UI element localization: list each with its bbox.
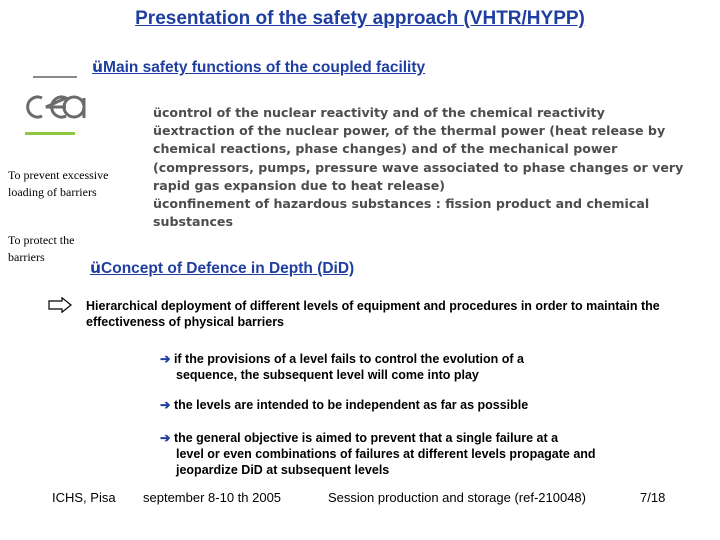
slide-title: Presentation of the safety approach (VHTR/HYPP) (135, 8, 585, 29)
bullet-text-continued: level or even combinations of failures at different levels propagate and jeopardize DiD at subsequent levels (176, 447, 596, 477)
check-icon: ü (153, 196, 162, 212)
check-icon: ü (153, 105, 162, 120)
footer-event: ICHS, Pisa (52, 490, 116, 505)
check-icon: ü (92, 58, 104, 76)
list-item (153, 122, 713, 195)
function-text: extraction of the nuclear power, of the thermal power (heat release by chemical reactions, phase changes) and of the mechanical power (compressors, pumps, pressure wave associated to phase changes or very rapid gas expansion due to heat release) (153, 123, 684, 193)
safety-functions-list (153, 104, 713, 231)
list-item (160, 351, 600, 383)
footer-session: Session production and storage (ref-210048) (328, 490, 586, 505)
function-text: confinement of hazardous substances : fission product and chemical substances (153, 196, 650, 230)
arrow-right-icon: ➔ (160, 398, 174, 412)
section-heading-text: Concept of Defence in Depth (DiD) (101, 260, 355, 277)
arrow-right-icon: ➔ (160, 352, 174, 366)
list-item (160, 430, 620, 478)
bullet-text: the general objective is aimed to prevent that a single failure at a (173, 431, 559, 445)
logo-divider-top (33, 76, 77, 78)
function-text: control of the nuclear reactivity and of the chemical reactivity (161, 105, 605, 120)
footer-page-number: 7/18 (640, 490, 666, 505)
list-item (153, 195, 713, 231)
check-icon: ü (90, 259, 102, 277)
section-heading-text: Main safety functions of the coupled facility (103, 59, 426, 76)
bullet-text: if the provisions of a level fails to control the evolution of a (173, 352, 524, 366)
cea-logo (22, 88, 86, 124)
did-statement: Hierarchical deployment of different levels of equipment and procedures in order to maintain the effectiveness of physical barriers (86, 299, 660, 329)
section-heading-did (90, 259, 354, 278)
bullet-text: the levels are intended to be independent as far as possible (173, 398, 529, 412)
footer-date: september 8-10 th 2005 (143, 490, 282, 505)
arrow-right-icon: ➔ (160, 431, 174, 445)
list-item (160, 397, 600, 413)
logo-divider-bottom (25, 132, 75, 135)
bullet-text-continued: sequence, the subsequent level will come into play (176, 368, 479, 382)
section-heading-safety-functions (92, 58, 425, 77)
list-item (153, 104, 713, 122)
side-note-protect-barriers: To protect the barriers (8, 233, 75, 264)
block-arrow-icon (48, 297, 72, 313)
check-icon: ü (153, 123, 162, 139)
side-note-prevent-loading: To prevent excessive loading of barriers (8, 168, 109, 199)
